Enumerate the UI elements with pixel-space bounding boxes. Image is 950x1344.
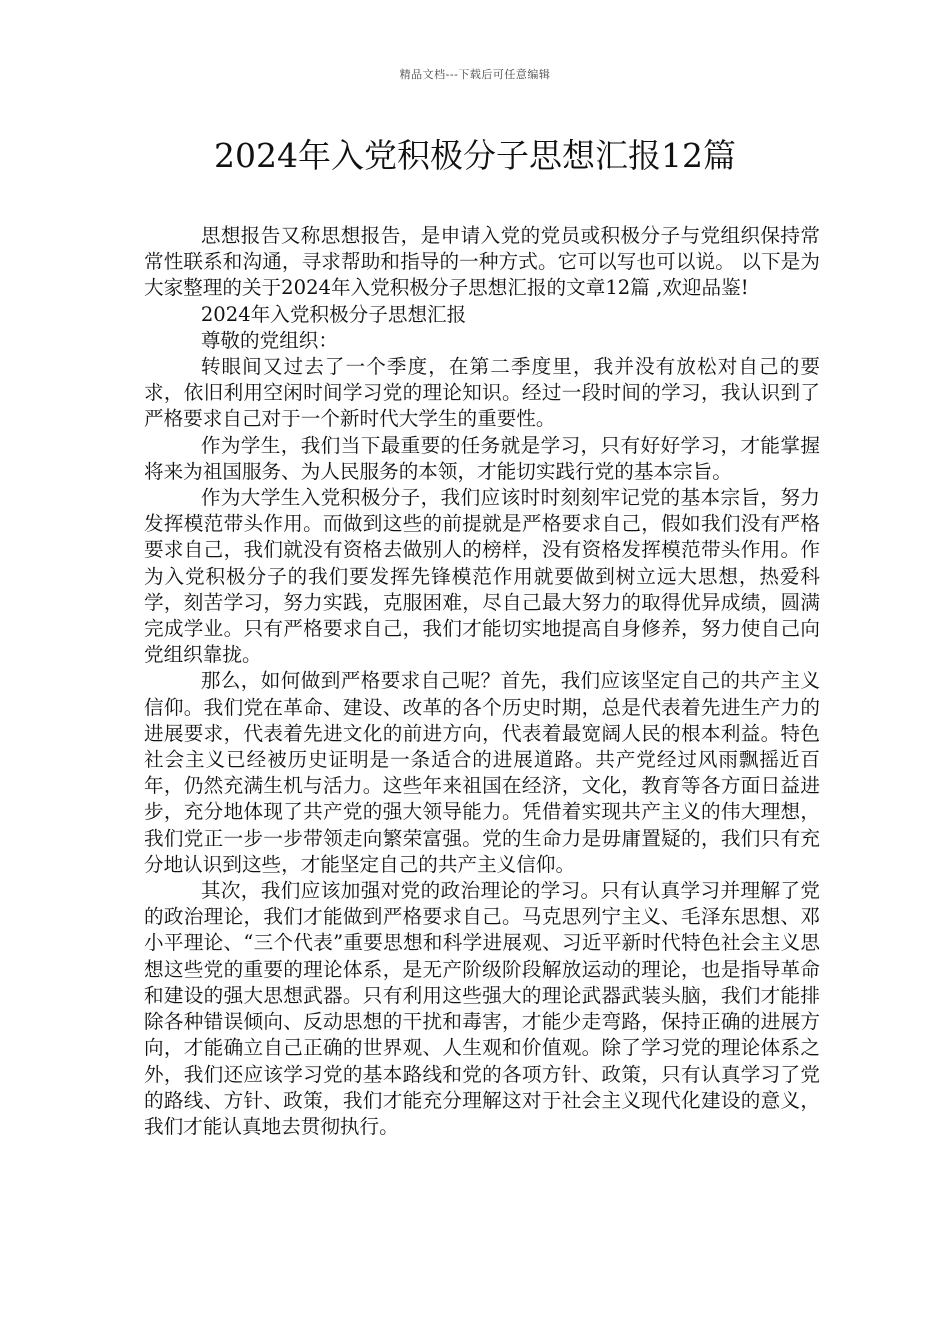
section-heading: 2024年入党积极分子思想汇报	[200, 302, 467, 326]
body-paragraph: 其次，我们应该加强对党的政治理论的学习。只有认真学习并理解了党的政治理论，我们才能做到严格要求自己。马克思列宁主义、毛泽东思想、邓小平理论、“三个代表”重要思想和科学进展观、习近平新时代特色社会主义思想这些党的重要的理论体系，是无产阶级阶段解放运动的理论，也是指导革命和建设的强大思想武器。只有利用这些强大的理论武器武装头脑，我们才能排除各种错误倾向、反动思想的干扰和毒害，才能少走弯路，保持正确的进展方向，才能确立自己正确的世界观、人生观和价值观。除了学习党的理论体系之外，我们还应该学习党的基本路线和党的各项方针、政策，只有认真学习了党的路线、方针、政策，我们才能充分理解这对于社会主义现代化建设的意义，我们才能认真地去贯彻执行。	[144, 879, 820, 1138]
body-paragraph: 作为学生，我们当下最重要的任务就是学习，只有好好学习，才能掌握将来为祖国服务、为人民服务的本领，才能切实践行党的基本宗旨。	[144, 433, 820, 483]
body-paragraph: 作为大学生入党积极分子，我们应该时时刻刻牢记党的基本宗旨，努力发挥模范带头作用。而做到这些的前提就是严格要求自己，假如我们没有严格要求自己，我们就没有资格去做别人的榜样，没有资格发挥模范带头作用。作为入党积极分子的我们要发挥先锋模范作用就要做到树立远大思想，热爱科学，刻苦学习，努力实践，克服困难，尽自己最大努力的取得优异成绩，圆满完成学业。只有严格要求自己，我们才能切实地提高自身修养，努力使自己向党组织靠拢。	[144, 486, 820, 667]
body-paragraph: 转眼间又过去了一个季度，在第二季度里，我并没有放松对自己的要求，依旧利用空闲时间学习党的理论知识。经过一段时间的学习，我认识到了严格要求自己对于一个新时代大学生的重要性。	[144, 355, 820, 431]
document-title: 2024年入党积极分子思想汇报12篇	[214, 136, 736, 175]
intro-paragraph: 思想报告又称思想报告，是申请入党的党员或积极分子与党组织保持常常性联系和沟通，寻求帮助和指导的一种方式。它可以写也可以说。 以下是为大家整理的关于2024年入党积极分子思想汇报的文章12篇 ,欢迎品鉴!	[144, 224, 820, 300]
body-paragraph: 那么，如何做到严格要求自己呢？首先，我们应该坚定自己的共产主义信仰。我们党在革命、建设、改革的各个历史时期，总是代表着先进生产力的进展要求，代表着先进文化的前进方向，代表着最宽阔人民的根本利益。特色社会主义已经被历史证明是一条适合的进展道路。共产党经过风雨飘摇近百年，仍然充满生机与活力。这些年来祖国在经济，文化，教育等各方面日益进步，充分地体现了共产党的强大领导能力。凭借着实现共产主义的伟大理想，我们党正一步一步带领走向繁荣富强。党的生命力是毋庸置疑的，我们只有充分地认识到这些，才能坚定自己的共产主义信仰。	[144, 669, 820, 876]
page-header-note: 精品文档---下载后可任意编辑	[399, 68, 551, 81]
document-body	[144, 223, 820, 1140]
salutation: 尊敬的党组织：	[200, 328, 338, 352]
